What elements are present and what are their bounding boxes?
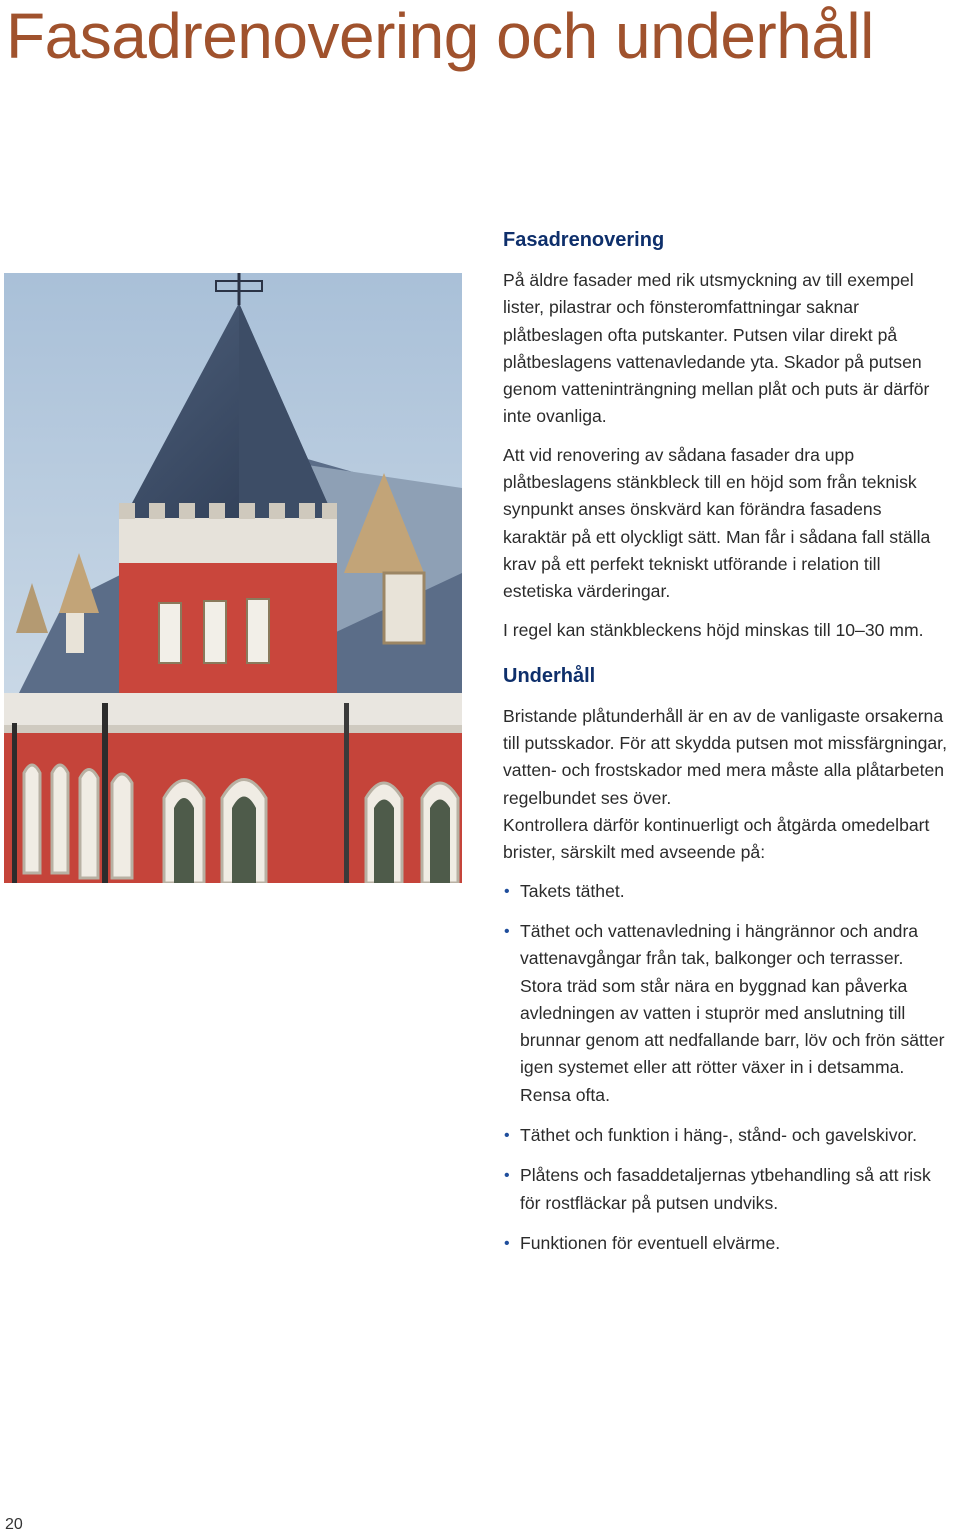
paragraph: Kontrollera därför kontinuerligt och åtgärda omedelbart brister, särskilt med avseende på: [503,815,930,863]
list-item [503,1122,948,1149]
section-heading-underhall: Underhåll [503,664,596,687]
bullet-icon: • [504,922,510,940]
page-title: Fasadrenovering och underhåll [6,0,874,72]
text-column [503,224,948,1270]
list-item [503,1230,948,1257]
list-item-text: Takets täthet. [520,880,625,901]
bullet-icon: • [504,1234,510,1252]
bullet-icon: • [504,1167,510,1185]
list-item [503,878,948,905]
maintenance-checklist [503,878,948,1258]
list-item-text: Täthet och vattenavledning i hängrännor och andra vattenavgångar från tak, balkonger och terrasser. Stora träd som står nära en byggnad kan påverka avledningen av vatten i stuprör med anslutning till brunnar genom att nedfallande barr, löv och frön sätter igen systemet eller att rötter växer in i detsamma. Rensa ofta. [520,920,945,1105]
list-item-text: Täthet och funktion i häng-, stånd- och gavelskivor. [520,1125,918,1146]
section-heading-fasadrenovering: Fasadrenovering [503,229,665,251]
page-number: 20 [5,1516,23,1533]
list-item-text: Plåtens och fasaddetaljernas ytbehandling så att risk för rostfläckar på putsen undviks. [520,1165,931,1213]
list-item [503,1162,948,1217]
paragraph: På äldre fasader med rik utsmyckning av till exempel lister, pilastrar och fönsteromfattningar saknar plåtbeslagen ofta putskanter. Putsen vilar direkt på plåtbeslagens vattenavledande yta. Skador på putsen genom vatteninträngning mellan plåt och puts är därför inte ovanliga. [503,270,930,427]
building-facade-photo [4,273,462,883]
bullet-icon: • [504,882,510,900]
bullet-icon: • [504,1127,510,1145]
paragraph: Att vid renovering av sådana fasader dra upp plåtbeslagens stänkbleck till en höjd som från teknisk synpunkt anses önskvärd kan förändra fasadens karaktär på ett olyckligt sätt. Man får i sådana fall ställa krav på ett perfekt tekniskt utförande i relation till estetiska värderingar. [503,444,931,602]
list-item-text: Funktionen för eventuell elvärme. [520,1232,781,1253]
paragraph: I regel kan stänkbleckens höjd minskas till 10–30 mm. [503,619,924,640]
list-item [503,918,948,1109]
paragraph: Bristande plåtunderhåll är en av de vanligaste orsakerna till putsskador. För att skydda putsen mot missfärgningar, vatten- och frostskador med mera måste alla plåtarbeten regelbundet ses över. [503,705,947,808]
